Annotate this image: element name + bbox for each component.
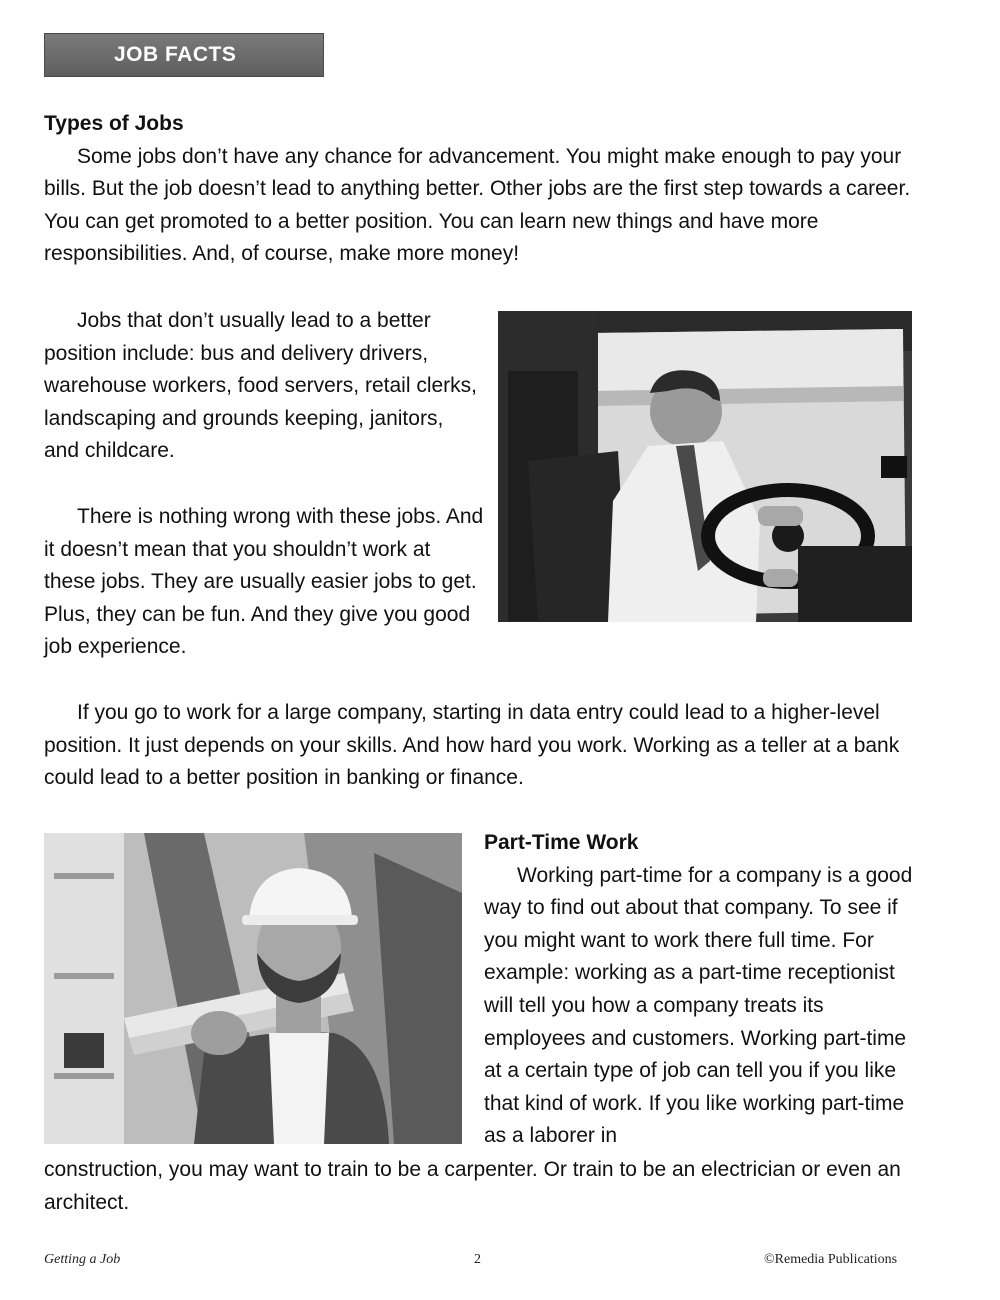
types-of-jobs-block bbox=[44, 108, 924, 271]
part-time-wrapped-block bbox=[484, 827, 924, 1153]
intro-paragraph: Some jobs don’t have any chance for advancement. You might make enough to pay your bills. But the job doesn’t lead to anything better. Other jobs are the first step towards a career. You can get promoted to a better position. You can learn new things and have more responsibilities. And, of course, make more money! bbox=[44, 144, 911, 266]
nothing-wrong-paragraph: There is nothing wrong with these jobs. And it doesn’t mean that you shouldn’t work at these jobs. They are usually easier jobs to get. Plus, they can be fun. And they give you good job experience. bbox=[44, 505, 484, 659]
construction-worker-photo bbox=[44, 833, 462, 1144]
data-entry-paragraph-block bbox=[44, 697, 924, 795]
part-time-continuation-block bbox=[44, 1154, 924, 1219]
footer-book-title: Getting a Job bbox=[44, 1252, 121, 1267]
footer-publisher: ©Remedia Publications bbox=[764, 1252, 898, 1267]
footer-page-number: 2 bbox=[474, 1252, 481, 1267]
section-banner bbox=[44, 33, 324, 77]
jobs-list-paragraph: Jobs that don’t usually lead to a better position include: bus and delivery drivers, warehouse workers, food servers, retail clerks, landscaping and grounds keeping, janitors, and childcare. bbox=[44, 309, 477, 463]
data-entry-paragraph: If you go to work for a large company, starting in data entry could lead to a higher-level position. It just depends on your skills. And how hard you work. Working as a teller at a bank could lead to a better position in banking or finance. bbox=[44, 701, 900, 790]
banner-label: JOB FACTS bbox=[114, 43, 237, 66]
part-time-paragraph: Working part-time for a company is a good way to find out about that company. To see if you might want to work there full time. For example: working as a part-time receptionist will tell you how a company treats its employees and customers. Working part-time at a certain type of job can tell you if you like that kind of work. If you like working part-time as a laborer in bbox=[484, 863, 913, 1148]
part-time-paragraph-continued: construction, you may want to train to be a carpenter. Or train to be an electrician or even an architect. bbox=[44, 1158, 901, 1214]
bus-driver-photo bbox=[498, 311, 912, 622]
jobs-list-paragraph-block bbox=[44, 305, 484, 468]
nothing-wrong-paragraph-block bbox=[44, 501, 484, 664]
part-time-heading: Part-Time Work bbox=[484, 831, 639, 854]
types-of-jobs-heading: Types of Jobs bbox=[44, 112, 184, 135]
